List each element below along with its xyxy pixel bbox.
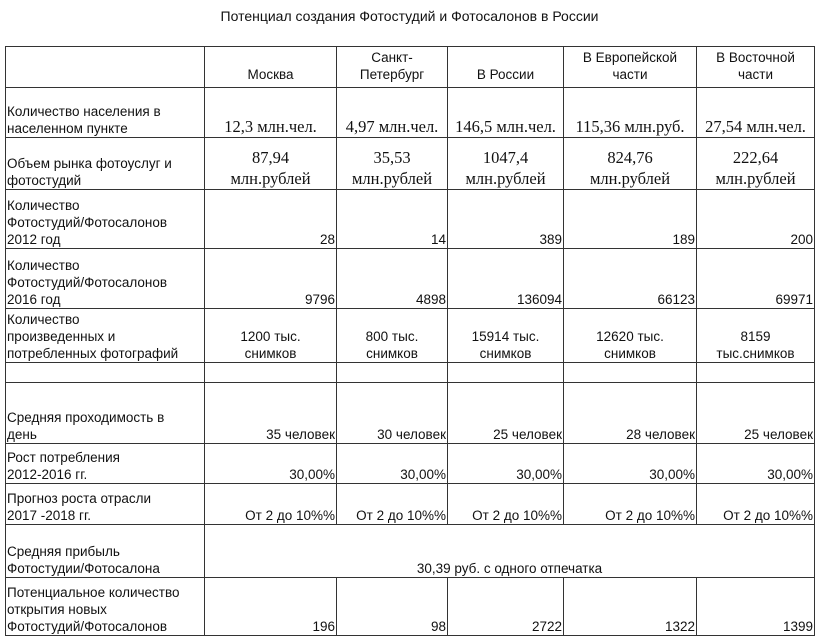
label-line: Фотостудий/Фотосалонов <box>7 275 168 290</box>
cell-european <box>564 138 697 190</box>
cell-european: 30,00% <box>564 444 697 484</box>
cell-spb <box>337 138 448 190</box>
label-line: Количество <box>7 258 80 273</box>
cell-moscow: 35 человек <box>205 383 337 444</box>
unit-line: тыс.снимков <box>716 346 795 361</box>
cell-moscow: 28 <box>205 190 337 249</box>
label-line: 2012 год <box>7 232 61 247</box>
label-line: 2016 год <box>7 292 61 307</box>
header-eastern <box>697 47 815 88</box>
value-line: 87,94 <box>251 148 290 167</box>
label-line: Фотостудии/Фотосалона <box>7 561 160 576</box>
cell-european: От 2 до 10%% <box>564 484 697 525</box>
label-line: фотостудий <box>7 173 82 188</box>
cell-european: 115,36 млн.руб. <box>564 88 697 138</box>
cell-russia: 25 человек <box>448 383 564 444</box>
row-label <box>6 190 205 249</box>
row-studios-2016 <box>6 249 815 309</box>
header-row <box>6 47 815 88</box>
row-label <box>6 525 205 578</box>
label-line: Фотостудий/Фотосалонов <box>7 619 168 634</box>
label-line: потребленных фотографий <box>7 346 179 361</box>
cell-moscow: 30,00% <box>205 444 337 484</box>
label-line: Фотостудий/Фотосалонов <box>7 215 168 230</box>
unit-line: млн.рублей <box>230 169 311 188</box>
cell-european <box>564 309 697 363</box>
value-line: 15914 тыс. <box>471 329 540 344</box>
header-spb-line1: Санкт- <box>371 50 413 65</box>
row-traffic <box>6 383 815 444</box>
cell-russia <box>448 138 564 190</box>
label-line: Прогноз роста отрасли <box>7 491 152 506</box>
header-european-line2: части <box>612 67 648 82</box>
label-line: день <box>7 427 37 442</box>
cell-spb: 30 человек <box>337 383 448 444</box>
cell-eastern: 69971 <box>697 249 815 309</box>
cell-spb: 98 <box>337 578 448 636</box>
empty-cell <box>6 363 205 383</box>
cell-spb <box>337 309 448 363</box>
cell-spb: 4,97 млн.чел. <box>337 88 448 138</box>
header-european-line1: В Европейской <box>582 50 678 65</box>
label-line: Объем рынка фотоуслуг и <box>7 156 172 171</box>
cell-spb: 30,00% <box>337 444 448 484</box>
cell-moscow: 9796 <box>205 249 337 309</box>
cell-eastern: 1399 <box>697 578 815 636</box>
unit-line: млн.рублей <box>465 169 546 188</box>
page-title: Потенциал создания Фотостудий и Фотосалонов в России <box>220 8 599 24</box>
header-spb-line2: Петербург <box>359 67 425 82</box>
cell-russia: 136094 <box>448 249 564 309</box>
row-forecast <box>6 484 815 525</box>
cell-russia: 30,00% <box>448 444 564 484</box>
header-empty-cell <box>6 47 205 88</box>
row-label <box>6 88 205 138</box>
row-label <box>6 444 205 484</box>
label-line: 2012-2016 гг. <box>7 467 88 482</box>
value-line: 222,64 <box>732 148 779 167</box>
label-line: Количество <box>7 198 80 213</box>
value-line: 12620 тыс. <box>596 329 664 344</box>
unit-line: млн.рублей <box>589 169 671 188</box>
cell-moscow <box>205 138 337 190</box>
row-profit <box>6 525 815 578</box>
cell-european: 28 человек <box>564 383 697 444</box>
data-table <box>5 46 815 636</box>
row-label <box>6 309 205 363</box>
row-label <box>6 578 205 636</box>
cell-eastern: 25 человек <box>697 383 815 444</box>
row-photos <box>6 309 815 363</box>
cell-european: 66123 <box>564 249 697 309</box>
unit-line: снимков <box>604 346 656 361</box>
row-potential <box>6 578 815 636</box>
value-line: 1047,4 <box>482 148 529 167</box>
unit-line: млн.рублей <box>351 169 433 188</box>
value-line: 1200 тыс. <box>240 329 301 344</box>
cell-eastern: 27,54 млн.чел. <box>697 88 815 138</box>
unit-line: снимков <box>479 346 532 361</box>
empty-cell <box>448 363 564 383</box>
header-eastern-line1: В Восточной <box>716 50 795 65</box>
row-studios-2012 <box>6 190 815 249</box>
row-label <box>6 138 205 190</box>
cell-moscow: 12,3 млн.чел. <box>205 88 337 138</box>
row-market <box>6 138 815 190</box>
label-line: Количество населения в <box>7 104 161 119</box>
unit-line: млн.рублей <box>715 169 796 188</box>
unit-line: снимков <box>244 346 297 361</box>
cell-moscow: От 2 до 10%% <box>205 484 337 525</box>
cell-merged-profit: 30,39 руб. с одного отпечатка <box>205 525 815 578</box>
cell-eastern: От 2 до 10%% <box>697 484 815 525</box>
value-line: 800 тыс. <box>365 329 419 344</box>
cell-russia: От 2 до 10%% <box>448 484 564 525</box>
cell-spb: 14 <box>337 190 448 249</box>
cell-spb: 4898 <box>337 249 448 309</box>
empty-cell <box>564 363 697 383</box>
label-line: Потенциальное количество <box>7 585 180 600</box>
cell-spb: От 2 до 10%% <box>337 484 448 525</box>
cell-moscow: 196 <box>205 578 337 636</box>
label-line: населенном пункте <box>7 121 128 136</box>
value-line: 824,76 <box>607 148 653 167</box>
header-spb <box>337 47 448 88</box>
cell-eastern: 200 <box>697 190 815 249</box>
header-moscow <box>205 47 337 88</box>
header-eastern-line2: части <box>737 67 773 82</box>
cell-eastern <box>697 309 815 363</box>
header-russia-text: В России <box>476 67 535 82</box>
cell-moscow <box>205 309 337 363</box>
empty-cell <box>337 363 448 383</box>
row-empty <box>6 363 815 383</box>
cell-european: 1322 <box>564 578 697 636</box>
label-line: Рост потребления <box>7 450 120 465</box>
unit-line: снимков <box>366 346 418 361</box>
label-line: открытия новых <box>7 602 107 617</box>
cell-eastern <box>697 138 815 190</box>
value-line: 35,53 <box>373 148 411 167</box>
empty-cell <box>697 363 815 383</box>
cell-russia: 2722 <box>448 578 564 636</box>
cell-eastern: 30,00% <box>697 444 815 484</box>
cell-russia: 146,5 млн.чел. <box>448 88 564 138</box>
label-line: Средняя прибыль <box>7 544 120 559</box>
header-russia <box>448 47 564 88</box>
row-label <box>6 383 205 444</box>
empty-cell <box>205 363 337 383</box>
cell-european: 189 <box>564 190 697 249</box>
row-growth <box>6 444 815 484</box>
label-line: Средняя проходимость в <box>7 410 165 425</box>
label-line: 2017 -2018 гг. <box>7 508 92 523</box>
row-label <box>6 484 205 525</box>
cell-russia: 389 <box>448 190 564 249</box>
row-label <box>6 249 205 309</box>
header-moscow-text: Москва <box>247 67 294 82</box>
row-population <box>6 88 815 138</box>
value-line: 8159 <box>740 329 771 344</box>
cell-russia <box>448 309 564 363</box>
label-line: произведенных и <box>7 329 116 344</box>
header-european <box>564 47 697 88</box>
label-line: Количество <box>7 312 80 327</box>
